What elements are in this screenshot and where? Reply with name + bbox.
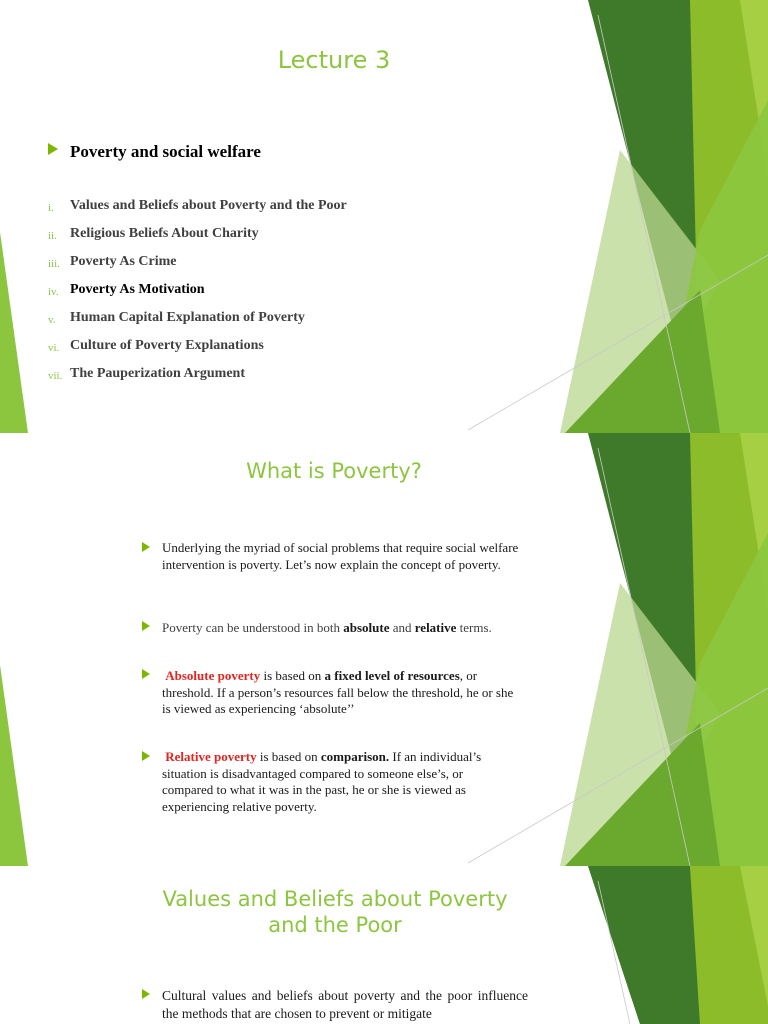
bullet-arrow-icon — [142, 542, 150, 552]
paragraph: Relative poverty is based on comparison. If an individual’s situation is disadvantaged compared to someone else’s, or compared to what it was in the past, he or she is viewed as experiencing relative poverty. — [162, 749, 482, 814]
list-item: iii. Poverty As Crime — [48, 254, 177, 270]
paragraph: Underlying the myriad of social problems that require social welfare intervention is poverty. Let’s now explain the concept of poverty. — [162, 540, 519, 572]
list-item: iv. Poverty As Motivation — [48, 282, 205, 298]
bullet-arrow-icon — [142, 669, 150, 679]
bullet-arrow-icon — [48, 143, 58, 155]
paragraph: Poverty can be understood in both absolute and relative terms. — [162, 620, 492, 635]
paragraph: Absolute poverty is based on a fixed level of resources, or threshold. If a person’s resources fall below the threshold, he or she is viewed as experiencing ‘absolute’’ — [162, 668, 514, 716]
slide-2 — [0, 433, 768, 866]
slide-title: What is Poverty? — [246, 459, 422, 483]
section-heading: Poverty and social welfare — [70, 142, 261, 161]
bullet-arrow-icon — [142, 751, 150, 761]
list-item: v. Human Capital Explanation of Poverty — [48, 310, 305, 326]
topic-list — [48, 198, 568, 394]
slide-1 — [0, 0, 768, 433]
paragraph: Cultural values and beliefs about poverty and the poor influence the methods that are chosen to prevent or mitigate — [162, 988, 528, 1021]
slide-title: Values and Beliefs about Poverty and the Poor — [162, 887, 508, 938]
list-item: vii. The Pauperization Argument — [48, 366, 245, 382]
bullet-arrow-icon — [142, 621, 150, 631]
bullet-arrow-icon — [142, 989, 150, 999]
list-item: ii. Religious Beliefs About Charity — [48, 226, 259, 242]
slide-title: Lecture 3 — [277, 46, 391, 74]
list-item: i. Values and Beliefs about Poverty and the Poor — [48, 198, 347, 214]
list-item: vi. Culture of Poverty Explanations — [48, 338, 264, 354]
slide-3 — [0, 866, 768, 1024]
